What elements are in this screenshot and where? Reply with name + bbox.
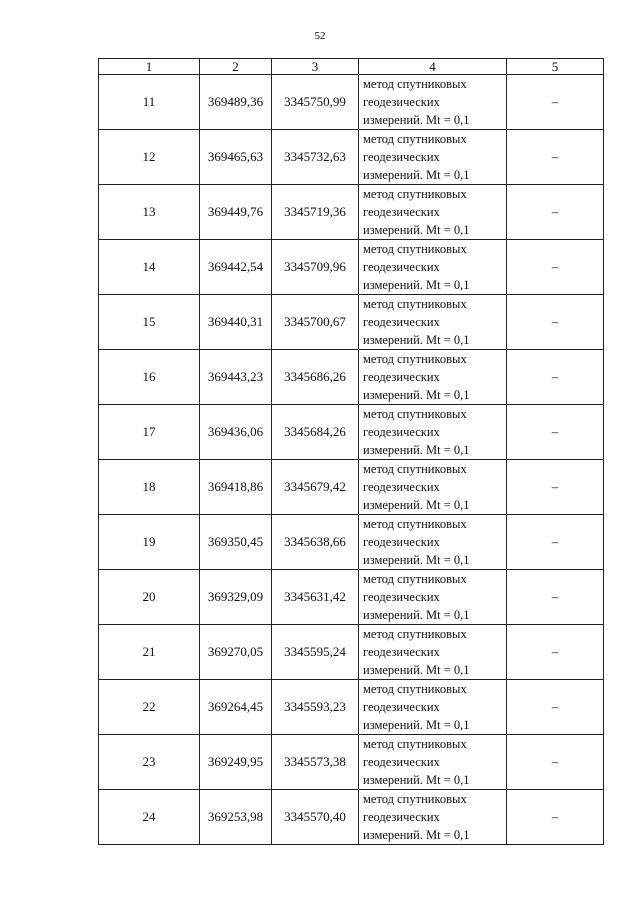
method-line: измерений. Mt = 0,1 bbox=[363, 718, 470, 732]
table-row bbox=[99, 460, 604, 515]
method-cell bbox=[359, 405, 507, 460]
method-cell bbox=[359, 350, 507, 405]
table-row bbox=[99, 625, 604, 680]
column-header-3: 3 bbox=[272, 59, 359, 75]
x-coordinate-cell: 369465,63 bbox=[200, 130, 272, 185]
coordinates-table bbox=[98, 58, 604, 845]
x-coordinate-cell: 369249,95 bbox=[200, 735, 272, 790]
method-line: геодезических bbox=[363, 315, 440, 329]
table-row bbox=[99, 735, 604, 790]
y-coordinate-cell: 3345732,63 bbox=[272, 130, 359, 185]
table-row bbox=[99, 405, 604, 460]
note-cell: – bbox=[507, 240, 604, 295]
method-line: измерений. Mt = 0,1 bbox=[363, 278, 470, 292]
method-line: геодезических bbox=[363, 260, 440, 274]
x-coordinate-cell: 369270,05 bbox=[200, 625, 272, 680]
method-line: метод спутниковых bbox=[363, 517, 467, 531]
note-cell: – bbox=[507, 130, 604, 185]
table-row bbox=[99, 680, 604, 735]
column-header-2: 2 bbox=[200, 59, 272, 75]
column-header-4: 4 bbox=[359, 59, 507, 75]
method-line: метод спутниковых bbox=[363, 187, 467, 201]
point-number-cell: 22 bbox=[99, 680, 200, 735]
y-coordinate-cell: 3345686,26 bbox=[272, 350, 359, 405]
method-line: метод спутниковых bbox=[363, 77, 467, 91]
method-line: геодезических bbox=[363, 590, 440, 604]
method-line: измерений. Mt = 0,1 bbox=[363, 828, 470, 842]
y-coordinate-cell: 3345638,66 bbox=[272, 515, 359, 570]
y-coordinate-cell: 3345750,99 bbox=[272, 75, 359, 130]
method-line: геодезических bbox=[363, 535, 440, 549]
method-line: измерений. Mt = 0,1 bbox=[363, 773, 470, 787]
point-number-cell: 17 bbox=[99, 405, 200, 460]
y-coordinate-cell: 3345631,42 bbox=[272, 570, 359, 625]
method-cell bbox=[359, 185, 507, 240]
x-coordinate-cell: 369329,09 bbox=[200, 570, 272, 625]
note-cell: – bbox=[507, 350, 604, 405]
note-cell: – bbox=[507, 790, 604, 845]
table-row bbox=[99, 295, 604, 350]
point-number-cell: 11 bbox=[99, 75, 200, 130]
note-cell: – bbox=[507, 75, 604, 130]
table-row bbox=[99, 515, 604, 570]
method-line: геодезических bbox=[363, 480, 440, 494]
x-coordinate-cell: 369418,86 bbox=[200, 460, 272, 515]
point-number-cell: 20 bbox=[99, 570, 200, 625]
method-line: метод спутниковых bbox=[363, 242, 467, 256]
y-coordinate-cell: 3345573,38 bbox=[272, 735, 359, 790]
y-coordinate-cell: 3345570,40 bbox=[272, 790, 359, 845]
x-coordinate-cell: 369443,23 bbox=[200, 350, 272, 405]
method-line: метод спутниковых bbox=[363, 792, 467, 806]
table-row bbox=[99, 240, 604, 295]
point-number-cell: 15 bbox=[99, 295, 200, 350]
method-line: геодезических bbox=[363, 205, 440, 219]
table-row bbox=[99, 130, 604, 185]
x-coordinate-cell: 369442,54 bbox=[200, 240, 272, 295]
note-cell: – bbox=[507, 735, 604, 790]
method-line: метод спутниковых bbox=[363, 132, 467, 146]
method-cell bbox=[359, 460, 507, 515]
method-cell bbox=[359, 625, 507, 680]
method-cell bbox=[359, 75, 507, 130]
method-line: измерений. Mt = 0,1 bbox=[363, 113, 470, 127]
x-coordinate-cell: 369489,36 bbox=[200, 75, 272, 130]
method-line: геодезических bbox=[363, 755, 440, 769]
method-line: геодезических bbox=[363, 700, 440, 714]
point-number-cell: 23 bbox=[99, 735, 200, 790]
point-number-cell: 18 bbox=[99, 460, 200, 515]
method-line: измерений. Mt = 0,1 bbox=[363, 223, 470, 237]
method-line: геодезических bbox=[363, 150, 440, 164]
point-number-cell: 16 bbox=[99, 350, 200, 405]
note-cell: – bbox=[507, 405, 604, 460]
method-line: геодезических bbox=[363, 95, 440, 109]
method-cell bbox=[359, 295, 507, 350]
note-cell: – bbox=[507, 515, 604, 570]
method-line: метод спутниковых bbox=[363, 737, 467, 751]
method-cell bbox=[359, 240, 507, 295]
y-coordinate-cell: 3345709,96 bbox=[272, 240, 359, 295]
y-coordinate-cell: 3345679,42 bbox=[272, 460, 359, 515]
y-coordinate-cell: 3345684,26 bbox=[272, 405, 359, 460]
table-row bbox=[99, 75, 604, 130]
method-line: измерений. Mt = 0,1 bbox=[363, 333, 470, 347]
table-row bbox=[99, 350, 604, 405]
method-cell bbox=[359, 570, 507, 625]
method-line: метод спутниковых bbox=[363, 572, 467, 586]
x-coordinate-cell: 369436,06 bbox=[200, 405, 272, 460]
method-line: метод спутниковых bbox=[363, 352, 467, 366]
method-line: метод спутниковых bbox=[363, 682, 467, 696]
note-cell: – bbox=[507, 680, 604, 735]
method-line: измерений. Mt = 0,1 bbox=[363, 498, 470, 512]
y-coordinate-cell: 3345719,36 bbox=[272, 185, 359, 240]
method-line: геодезических bbox=[363, 425, 440, 439]
column-header-5: 5 bbox=[507, 59, 604, 75]
method-cell bbox=[359, 680, 507, 735]
method-line: метод спутниковых bbox=[363, 462, 467, 476]
method-line: метод спутниковых bbox=[363, 627, 467, 641]
x-coordinate-cell: 369264,45 bbox=[200, 680, 272, 735]
point-number-cell: 13 bbox=[99, 185, 200, 240]
method-line: измерений. Mt = 0,1 bbox=[363, 663, 470, 677]
page-number: 52 bbox=[314, 30, 326, 42]
point-number-cell: 14 bbox=[99, 240, 200, 295]
note-cell: – bbox=[507, 185, 604, 240]
note-cell: – bbox=[507, 460, 604, 515]
note-cell: – bbox=[507, 570, 604, 625]
x-coordinate-cell: 369449,76 bbox=[200, 185, 272, 240]
x-coordinate-cell: 369440,31 bbox=[200, 295, 272, 350]
method-line: метод спутниковых bbox=[363, 297, 467, 311]
point-number-cell: 19 bbox=[99, 515, 200, 570]
method-line: измерений. Mt = 0,1 bbox=[363, 553, 470, 567]
table-row bbox=[99, 185, 604, 240]
method-line: геодезических bbox=[363, 645, 440, 659]
method-line: измерений. Mt = 0,1 bbox=[363, 443, 470, 457]
x-coordinate-cell: 369350,45 bbox=[200, 515, 272, 570]
table-header-row bbox=[99, 59, 604, 75]
method-cell bbox=[359, 790, 507, 845]
y-coordinate-cell: 3345593,23 bbox=[272, 680, 359, 735]
method-line: геодезических bbox=[363, 810, 440, 824]
method-cell bbox=[359, 130, 507, 185]
method-line: измерений. Mt = 0,1 bbox=[363, 608, 470, 622]
method-line: геодезических bbox=[363, 370, 440, 384]
method-line: метод спутниковых bbox=[363, 407, 467, 421]
column-header-1: 1 bbox=[99, 59, 200, 75]
y-coordinate-cell: 3345700,67 bbox=[272, 295, 359, 350]
table-row bbox=[99, 790, 604, 845]
x-coordinate-cell: 369253,98 bbox=[200, 790, 272, 845]
note-cell: – bbox=[507, 295, 604, 350]
table-body bbox=[99, 75, 604, 845]
method-cell bbox=[359, 735, 507, 790]
point-number-cell: 21 bbox=[99, 625, 200, 680]
method-line: измерений. Mt = 0,1 bbox=[363, 388, 470, 402]
y-coordinate-cell: 3345595,24 bbox=[272, 625, 359, 680]
point-number-cell: 24 bbox=[99, 790, 200, 845]
method-line: измерений. Mt = 0,1 bbox=[363, 168, 470, 182]
point-number-cell: 12 bbox=[99, 130, 200, 185]
note-cell: – bbox=[507, 625, 604, 680]
table-row bbox=[99, 570, 604, 625]
method-cell bbox=[359, 515, 507, 570]
